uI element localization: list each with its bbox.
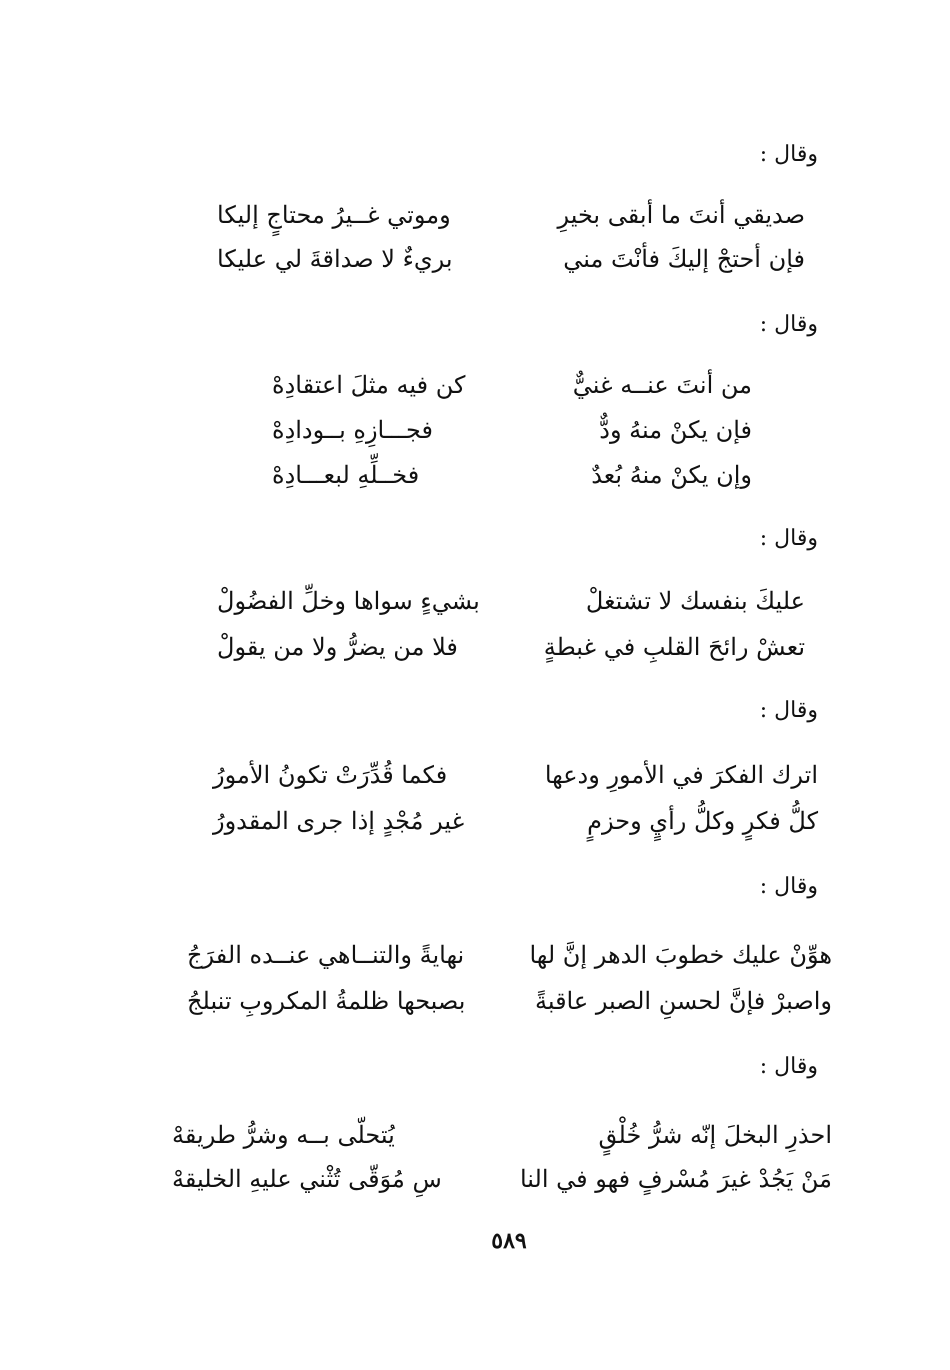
verse-first-hemistich: صديقي أنتَ ما أبقى بخيرِ <box>557 201 805 229</box>
verse-first-hemistich: واصبرْ فإنَّ لحسنِ الصبر عاقبةً <box>534 987 832 1015</box>
verse-line <box>272 456 752 494</box>
verse-second-hemistich: نهايةً والتنــاهي عنــده الفرَجُ <box>187 941 465 969</box>
verse-first-hemistich: اترك الفكرَ في الأمورِ ودعها <box>544 761 818 789</box>
verse-line <box>187 982 832 1020</box>
verse-second-hemistich: فلا من يضرُّ ولا من يقولْ <box>217 633 458 661</box>
verse-second-hemistich: بريءٌ لا صداقةَ لي عليكا <box>217 245 453 273</box>
verse-first-hemistich: مَنْ يَجُدْ غيرَ مُسْرفٍ فهو في النا <box>519 1165 832 1193</box>
verse-first-hemistich: وإن يكنْ منهُ بُعدٌ <box>591 461 752 489</box>
verse-first-hemistich: احذرِ البخلَ إنّه شرُّ خُلْقٍ <box>598 1121 832 1149</box>
verse-first-hemistich: تعشْ رائحَ القلبِ في غبطةٍ <box>543 633 805 661</box>
poem-intro-1: وقال : <box>759 142 818 167</box>
poem-intro-2: وقال : <box>759 312 818 337</box>
verse-line <box>217 628 805 666</box>
verse-second-hemistich: فكما قُدِّرَتْ تكونُ الأمورُ <box>213 761 448 789</box>
verse-first-hemistich: كلُّ فكرٍ وكلُّ رأيٍ وحزمٍ <box>587 807 818 835</box>
verse-second-hemistich: سِ مُوَقّى تُثْني عليهِ الخليقهْ <box>172 1165 442 1193</box>
verse-line <box>217 240 805 278</box>
verse-second-hemistich: وموتي غــيرُ محتاجٍ إليكا <box>217 201 451 229</box>
verse-line <box>272 411 752 449</box>
verse-line <box>172 1116 832 1154</box>
verse-second-hemistich: كن فيه مثلَ اعتقادِهْ <box>272 371 466 399</box>
poem-intro-3: وقال : <box>759 526 818 551</box>
verse-second-hemistich: غير مُجْدٍ إذا جرى المقدورُ <box>213 807 465 835</box>
verse-first-hemistich: عليكَ بنفسك لا تشتغلْ <box>585 587 805 615</box>
verse-line <box>213 802 818 840</box>
verse-line <box>213 756 818 794</box>
verse-first-hemistich: فإن يكنْ منهُ ودٌّ <box>599 416 752 444</box>
verse-second-hemistich: يُتحلّى بــه وشرُّ طريقهْ <box>172 1121 395 1149</box>
verse-line <box>272 366 752 404</box>
verse-line <box>217 582 805 620</box>
verse-line <box>187 936 832 974</box>
page-number: ٥٨٩ <box>491 1228 527 1254</box>
verse-first-hemistich: هوِّنْ عليك خطوبَ الدهر إنَّ لها <box>529 941 832 969</box>
poem-intro-4: وقال : <box>759 698 818 723</box>
verse-second-hemistich: بصبحها ظلمةُ المكروبِ تنبلجُ <box>187 987 466 1015</box>
verse-line <box>217 196 805 234</box>
verse-first-hemistich: فإن أحتجْ إليكَ فأنْتَ مني <box>563 245 805 273</box>
verse-second-hemistich: فجـــازِهِ بــودادِهْ <box>272 416 433 444</box>
verse-second-hemistich: فخــلِّهِ لبعـــادِهْ <box>272 461 420 489</box>
verse-second-hemistich: بشيءٍ سواها وخلِّ الفضُولْ <box>217 587 480 615</box>
verse-line <box>172 1160 832 1198</box>
poem-intro-5: وقال : <box>759 874 818 899</box>
poem-intro-6: وقال : <box>759 1054 818 1079</box>
verse-first-hemistich: من أنتَ عنــه غنيٌّ <box>572 371 752 399</box>
